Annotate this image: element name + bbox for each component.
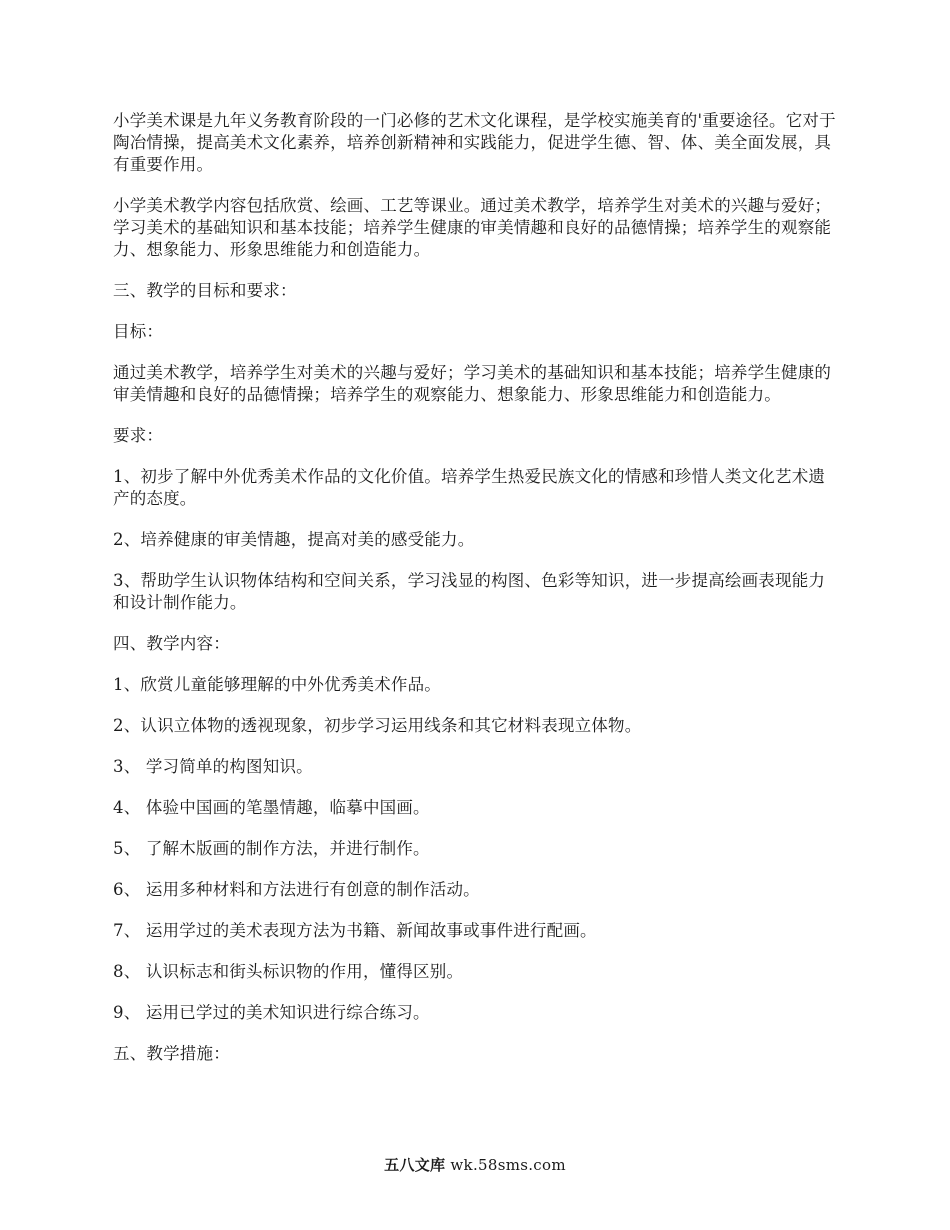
footer-url: wk.58sms.com: [450, 1156, 566, 1174]
content-item: 6、 运用多种材料和方法进行有创意的制作活动。: [113, 880, 480, 899]
content-item: 9、 运用已学过的美术知识进行综合练习。: [113, 1003, 430, 1022]
paragraph-objectives: 通过美术教学，培养学生对美术的兴趣与爱好；学习美术的基础知识和基本技能；培养学生健康的审美情趣和良好的品德情操；培养学生的观察能力、想象能力、形象思维能力和创造能力。: [113, 363, 832, 404]
content-item: 7、 运用学过的美术表现方法为书籍、新闻故事或事件进行配画。: [113, 921, 597, 940]
content-item: 5、 了解木版画的制作方法，并进行制作。: [113, 839, 430, 858]
content-item: 4、 体验中国画的笔墨情趣，临摹中国画。: [113, 798, 430, 817]
paragraph-intro-2: 小学美术教学内容包括欣赏、绘画、工艺等课业。通过美术教学，培养学生对美术的兴趣与爱好；学习美术的基础知识和基本技能；培养学生健康的审美情趣和良好的品德情操；培养学生的观察能力、想象能力、形象思维能力和创造能力。: [113, 196, 832, 259]
requirement-item: 2、培养健康的审美情趣，提高对美的感受能力。: [113, 530, 475, 549]
section-heading-measures: 五、教学措施：: [113, 1044, 230, 1063]
page-footer: [0, 1155, 950, 1175]
footer-brand: 五八文库: [384, 1156, 446, 1174]
subheading-requirements: 要求：: [113, 426, 164, 445]
section-heading-content: 四、教学内容：: [113, 634, 230, 653]
content-item: 1、欣赏儿童能够理解的中外优秀美术作品。: [113, 675, 441, 694]
paragraph-intro-1: 小学美术课是九年义务教育阶段的一门必修的艺术文化课程，是学校实施美育的'重要途径。它对于陶冶情操，提高美术文化素养，培养创新精神和实践能力，促进学生德、智、体、美全面发展，具有重要作用。: [113, 111, 836, 174]
content-item: 2、认识立体物的透视现象，初步学习运用线条和其它材料表现立体物。: [113, 716, 642, 735]
section-heading-goals: 三、教学的目标和要求：: [113, 281, 297, 300]
content-item: 3、 学习简单的构图知识。: [113, 757, 313, 776]
document-body: [113, 110, 840, 1084]
content-item: 8、 认识标志和街头标识物的作用，懂得区别。: [113, 962, 464, 981]
requirement-item: 3、帮助学生认识物体结构和空间关系，学习浅显的构图、色彩等知识，进一步提高绘画表现能力和设计制作能力。: [113, 571, 826, 612]
subheading-objectives: 目标：: [113, 322, 164, 341]
requirement-item: 1、初步了解中外优秀美术作品的文化价值。培养学生热爱民族文化的情感和珍惜人类文化艺术遗产的态度。: [113, 467, 826, 508]
